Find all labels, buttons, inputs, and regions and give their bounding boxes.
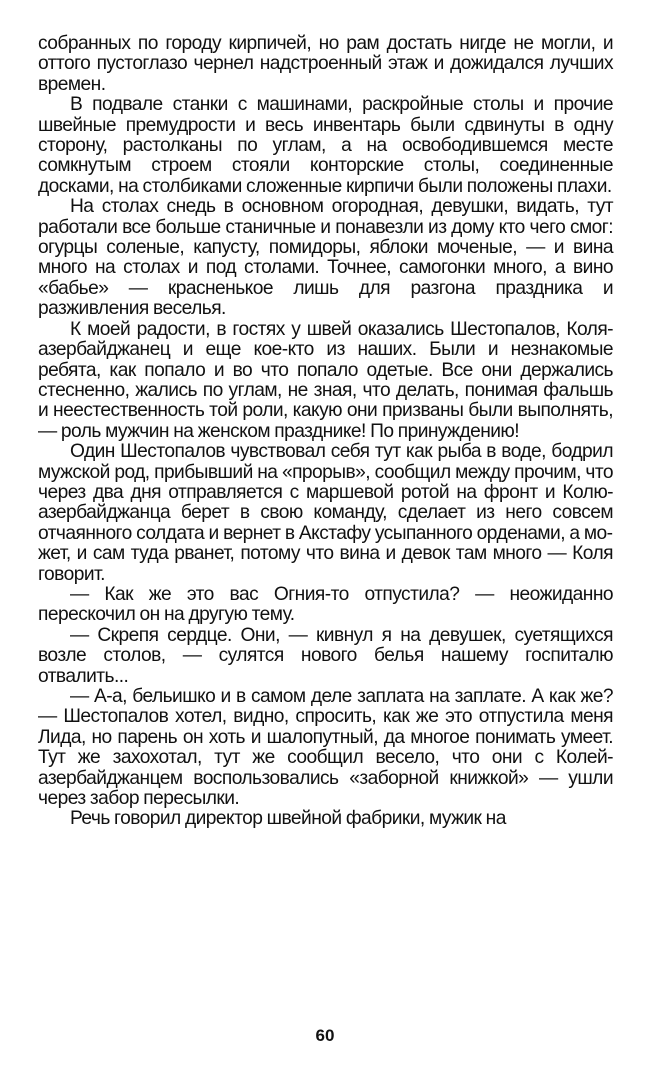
paragraph-3: На столах снедь в основном огородная, девушки, видать, тут работали все больше станичные и понавезли из дому кто чего смог: огурцы соленые, капусту, помидоры, яблоки моченые, — и вина много на столах и под столами. Точнее, самогонки много, а вино «бабье» — красненькое лишь для разгона праздника и разживления веселья. [38,196,613,320]
page-number: 60 [315,1026,335,1045]
paragraph-1: собранных по городу кирпичей, но рам достать нигде не могли, и оттого пустоглазо чернел надстроенный этаж и дожидался лучших времен. [38,33,613,95]
paragraph-5: Один Шестопалов чувствовал себя тут как рыба в воде, бодрил мужской род, прибывший на «прорыв», сообщил между прочим, что через два дня отправляется с маршевой ротой на фронт и Колю-азербайджанца берет в свою команду, сделает из него совсем отчаянного солдата и вернет в Акстафу усыпанного орденами, а может, и сам туда рванет, потому что вина и девок там много — Коля говорит. [38,441,613,585]
paragraph-8-dialogue: — А-а, бельишко и в самом деле заплата на заплате. А как же? — Шестопалов хотел, видно, спросить, как же это отпустила меня Лида, но парень он хоть и шалопутный, да многое понимать умеет. Тут же захохотал, тут же сообщил весело, что они с Колей-азербайджанцем воспользовались «заборной книжкой» — ушли через забор пересылки. [38,686,613,810]
paragraph-2: В подвале станки с машинами, раскройные столы и прочие швейные премудрости и весь инвентарь были сдвинуты в одну сторону, растолканы по углам, а на освободившемся месте сомкнутым строем стояли конторские столы, соединенные досками, на столбиками сложенные кирпичи были положены плахи. [38,94,613,197]
page-text-block [38,34,613,830]
paragraph-9: Речь говорил директор швейной фабрики, мужик на [70,808,506,830]
paragraph-6-dialogue: — Как же это вас Огния-то отпустила? — неожиданно перескочил он на другую тему. [38,583,613,626]
paragraph-7-dialogue: — Скрепя сердце. Они, — кивнул я на девушек, суетящихся возле столов, — сулятся нового белья нашему госпиталю отвалить... [38,624,613,687]
paragraph-4: К моей радости, в гостях у швей оказались Шестопалов, Коля-азербайджанец и еще кое-кто из наших. Были и незнакомые ребята, как попало и во что попало одетые. Все они держались стесненно, жались по углам, не зная, что делать, понимая фальшь и неестественность той роли, какую они призваны были выполнять, — роль мужчин на женском празднике! По принуждению! [38,318,613,442]
